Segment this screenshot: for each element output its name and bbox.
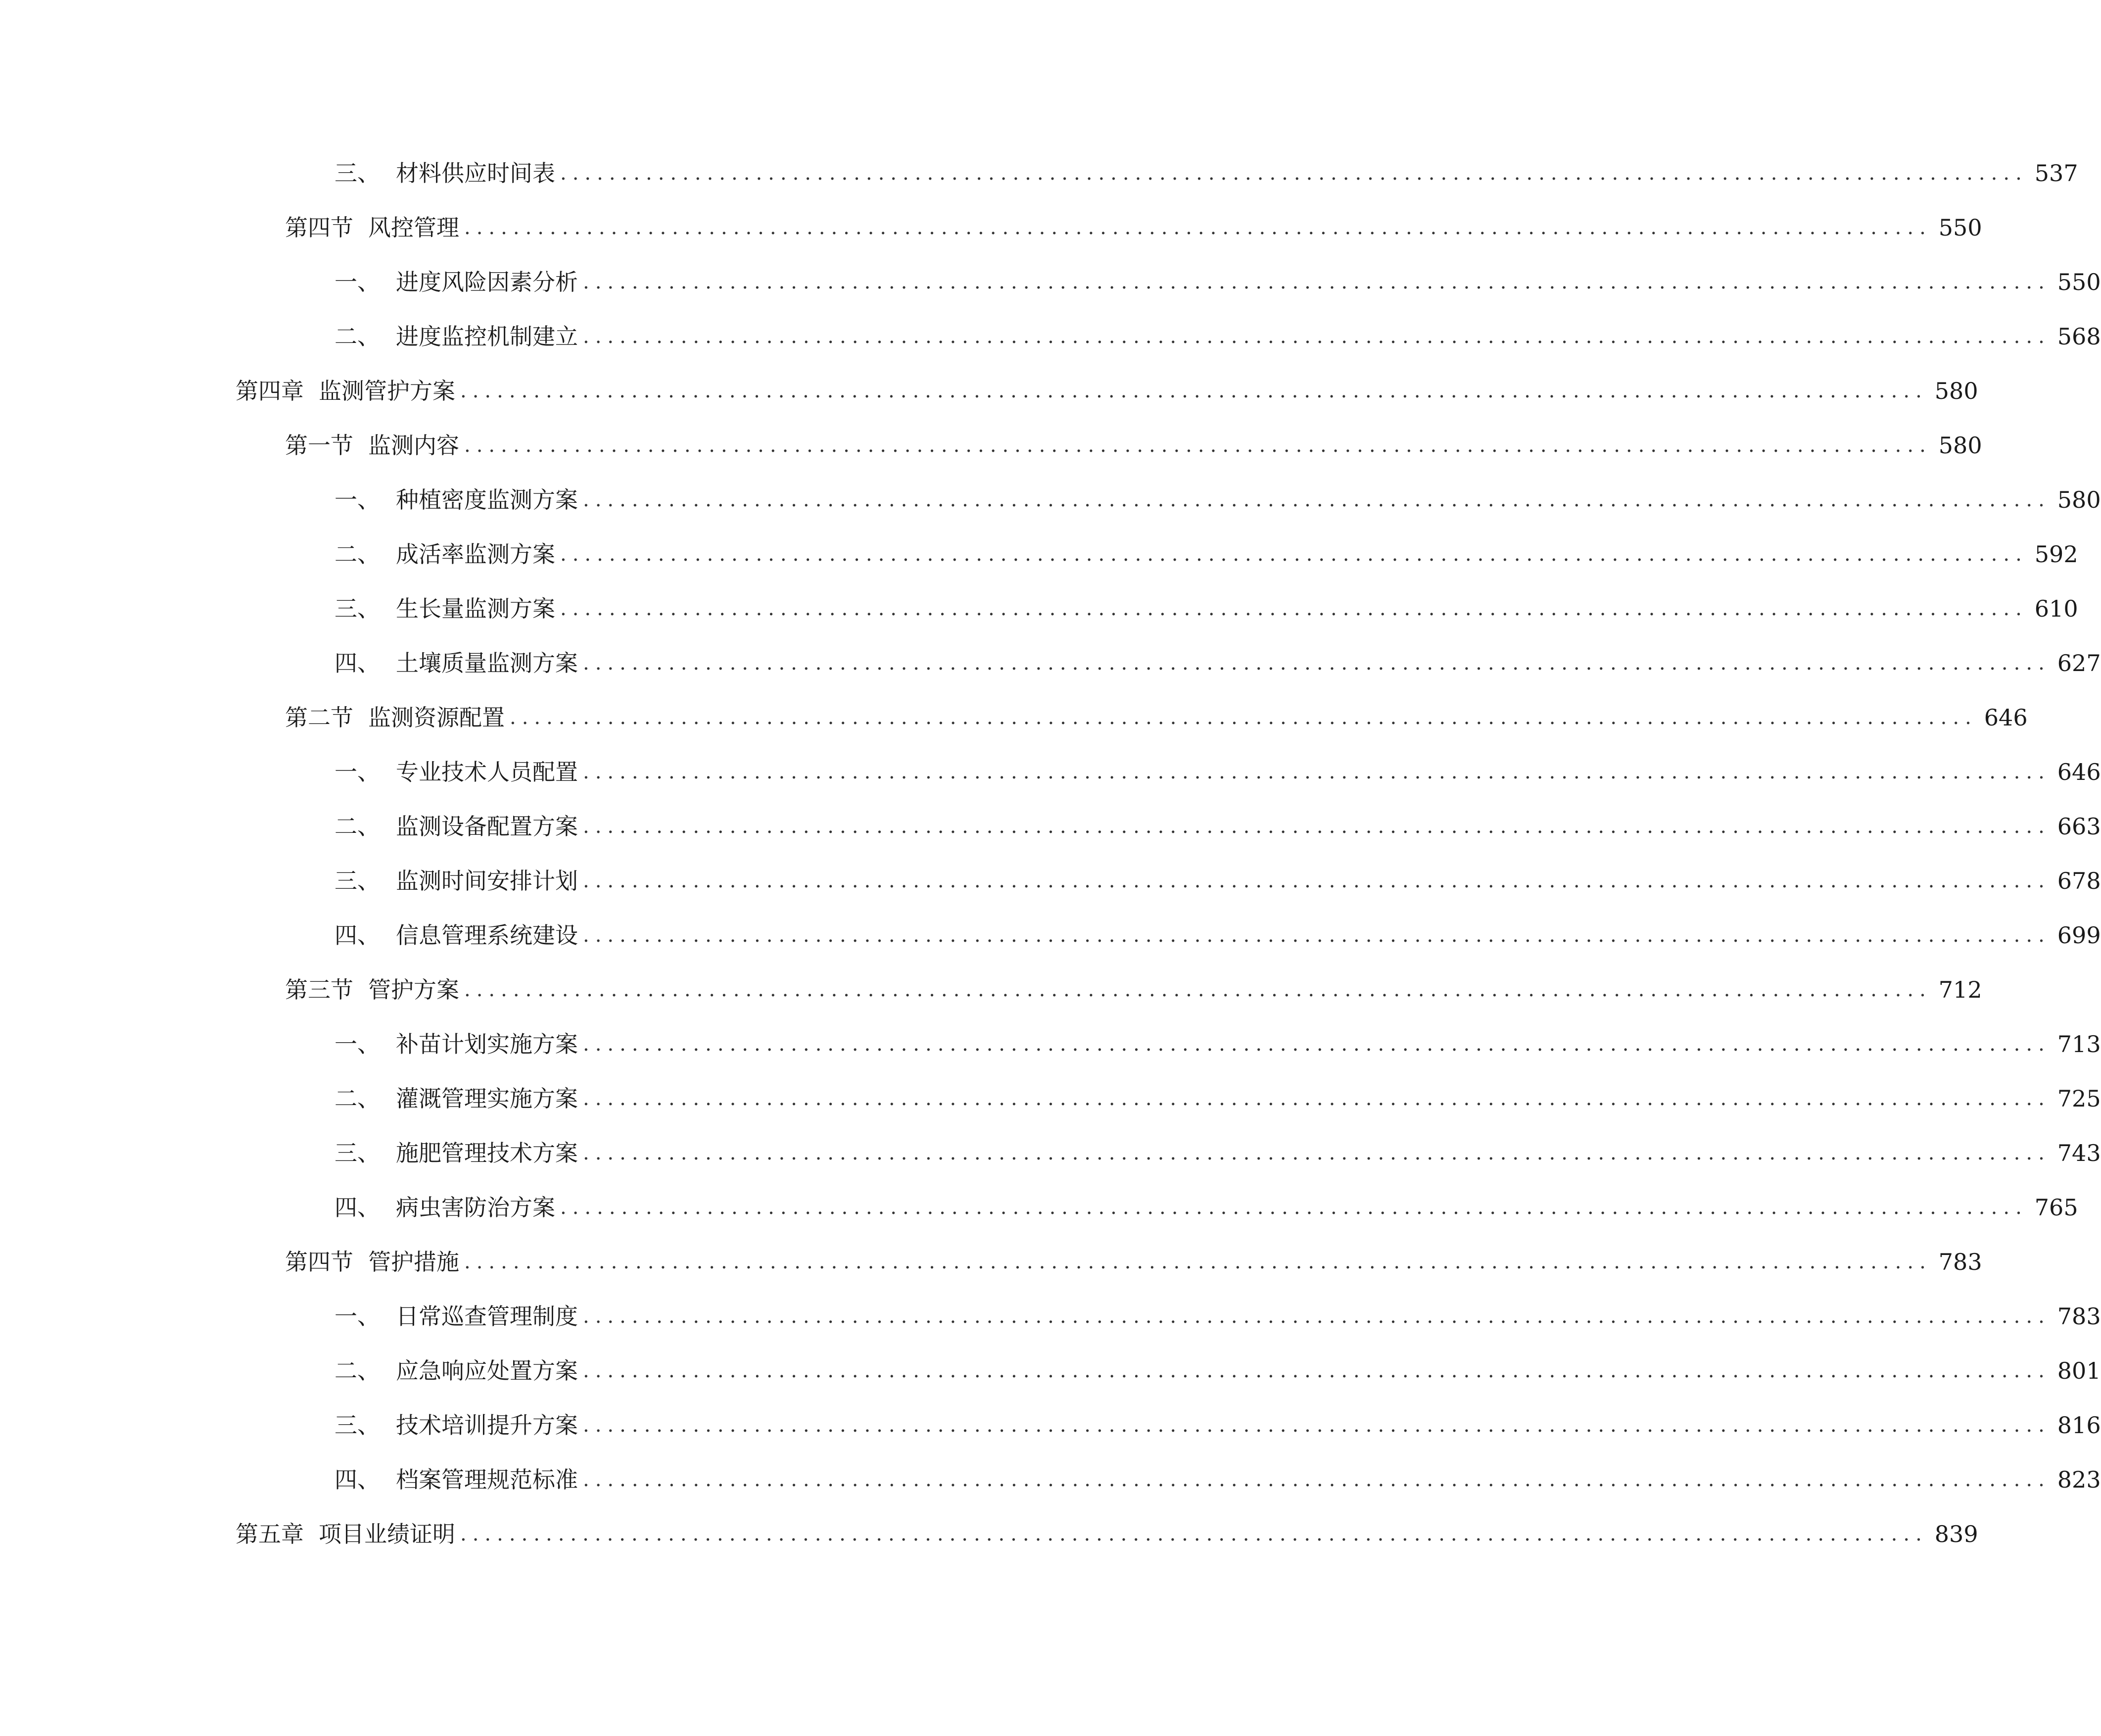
entry-number: 四、: [334, 922, 380, 949]
page-number: 568: [2057, 323, 2101, 350]
entry-chapter-prefix: 第五章: [236, 1521, 304, 1547]
entry-title: 土壤质量监测方案: [396, 650, 578, 676]
toc-entry[interactable]: [334, 1071, 2101, 1126]
page-number: 592: [2034, 541, 2078, 568]
dot-leader: ........................................................................................................................: [460, 380, 1928, 402]
toc-entry[interactable]: [334, 309, 2101, 364]
entry-title: 监测时间安排计划: [396, 868, 578, 894]
page-number: 783: [1938, 1249, 1982, 1275]
toc-entry[interactable]: [334, 745, 2101, 799]
toc-entry[interactable]: [334, 473, 2101, 527]
toc-entry[interactable]: [334, 1452, 2101, 1507]
dot-leader: ........................................................................................................................: [464, 216, 1932, 239]
dot-leader: ........................................................................................................................: [583, 488, 2051, 511]
page-number: 550: [1938, 214, 1982, 241]
entry-title: 材料供应时间表: [396, 160, 555, 187]
entry-number: 一、: [334, 1303, 380, 1330]
toc-entry[interactable]: [334, 527, 2078, 581]
dot-leader: ........................................................................................................................: [464, 978, 1932, 1001]
page-number: 725: [2057, 1085, 2101, 1112]
toc-entry[interactable]: [334, 1289, 2101, 1344]
page-number: 610: [2034, 595, 2078, 622]
toc-entry[interactable]: [334, 581, 2078, 636]
entry-number: 三、: [334, 1412, 380, 1439]
toc-entry[interactable]: [285, 200, 1982, 255]
page-number: 839: [1934, 1521, 1978, 1547]
toc-entry[interactable]: [334, 1180, 2078, 1235]
dot-leader: ........................................................................................................................: [464, 1251, 1932, 1273]
entry-number: 二、: [334, 813, 380, 840]
page-number: 663: [2057, 813, 2101, 840]
entry-title: 种植密度监测方案: [396, 486, 578, 513]
entry-title: 进度风险因素分析: [396, 269, 578, 295]
toc-entry[interactable]: [334, 799, 2101, 854]
dot-leader: ........................................................................................................................: [583, 1087, 2051, 1110]
dot-leader: ........................................................................................................................: [583, 1033, 2051, 1056]
toc-entry[interactable]: [334, 1017, 2101, 1071]
dot-leader: ........................................................................................................................: [460, 1523, 1928, 1545]
entry-section-prefix: 第三节: [285, 976, 353, 1003]
entry-title: 成活率监测方案: [396, 541, 555, 568]
toc-entry[interactable]: [334, 636, 2101, 690]
toc-entry[interactable]: [285, 418, 1982, 473]
entry-number: 四、: [334, 1466, 380, 1493]
page-number: 646: [1984, 704, 2028, 731]
page-number: 816: [2057, 1412, 2101, 1439]
dot-leader: ........................................................................................................................: [583, 1468, 2051, 1491]
toc-entry[interactable]: [285, 963, 1982, 1017]
entry-title: 监测资源配置: [368, 704, 505, 731]
entry-title: 补苗计划实施方案: [396, 1031, 578, 1058]
page-number: 580: [1938, 432, 1982, 459]
dot-leader: ........................................................................................................................: [583, 271, 2051, 293]
entry-number: 三、: [334, 160, 380, 187]
entry-number: 四、: [334, 650, 380, 676]
entry-title: 生长量监测方案: [396, 595, 555, 622]
entry-number: 三、: [334, 595, 380, 622]
dot-leader: ........................................................................................................................: [560, 1196, 2028, 1219]
dot-leader: ........................................................................................................................: [583, 325, 2051, 348]
page-number: 823: [2057, 1466, 2101, 1493]
toc-entry[interactable]: [236, 1507, 1978, 1561]
entry-title: 技术培训提升方案: [396, 1412, 578, 1439]
toc-entry[interactable]: [236, 364, 1978, 418]
page-number: 537: [2034, 160, 2078, 187]
toc-entry[interactable]: [334, 1398, 2101, 1452]
toc-entry[interactable]: [334, 255, 2101, 309]
entry-title: 应急响应处置方案: [396, 1357, 578, 1384]
toc-entry[interactable]: [334, 1126, 2101, 1180]
entry-title: 项目业绩证明: [319, 1521, 455, 1547]
page-number: 743: [2057, 1140, 2101, 1166]
dot-leader: ........................................................................................................................: [510, 706, 1977, 729]
entry-title: 信息管理系统建设: [396, 922, 578, 949]
entry-section-prefix: 第四节: [285, 214, 353, 241]
entry-section-prefix: 第四节: [285, 1249, 353, 1275]
entry-number: 二、: [334, 1085, 380, 1112]
page-number: 646: [2057, 759, 2101, 785]
dot-leader: ........................................................................................................................: [583, 1414, 2051, 1437]
page-number: 801: [2057, 1357, 2101, 1384]
dot-leader: ........................................................................................................................: [583, 1359, 2051, 1382]
entry-title: 管护方案: [368, 976, 459, 1003]
entry-number: 一、: [334, 486, 380, 513]
entry-title: 监测管护方案: [319, 378, 455, 404]
page-number: 699: [2057, 922, 2101, 949]
entry-number: 一、: [334, 269, 380, 295]
entry-number: 三、: [334, 1140, 380, 1166]
entry-title: 专业技术人员配置: [396, 759, 578, 785]
page-number: 765: [2034, 1194, 2078, 1221]
entry-number: 一、: [334, 1031, 380, 1058]
page-number: 627: [2057, 650, 2101, 676]
page-number: 712: [1938, 976, 1982, 1003]
entry-title: 监测内容: [368, 432, 459, 459]
entry-title: 灌溉管理实施方案: [396, 1085, 578, 1112]
page-number: 550: [2057, 269, 2101, 295]
entry-number: 四、: [334, 1194, 380, 1221]
page-number: 783: [2057, 1303, 2101, 1330]
page-number: 678: [2057, 868, 2101, 894]
entry-title: 风控管理: [368, 214, 459, 241]
entry-title: 管护措施: [368, 1249, 459, 1275]
page-number: 580: [2057, 486, 2101, 513]
dot-leader: ........................................................................................................................: [560, 543, 2028, 566]
entry-number: 二、: [334, 541, 380, 568]
entry-chapter-prefix: 第四章: [236, 378, 304, 404]
dot-leader: ........................................................................................................................: [583, 869, 2051, 892]
toc-entry[interactable]: [334, 908, 2101, 963]
entry-title: 进度监控机制建立: [396, 323, 578, 350]
entry-title: 监测设备配置方案: [396, 813, 578, 840]
entry-number: 二、: [334, 1357, 380, 1384]
entry-title: 病虫害防治方案: [396, 1194, 555, 1221]
entry-title: 档案管理规范标准: [396, 1466, 578, 1493]
dot-leader: ........................................................................................................................: [583, 1305, 2051, 1328]
dot-leader: ........................................................................................................................: [583, 924, 2051, 947]
entry-number: 三、: [334, 868, 380, 894]
entry-section-prefix: 第二节: [285, 704, 353, 731]
dot-leader: ........................................................................................................................: [560, 162, 2028, 185]
entry-title: 日常巡查管理制度: [396, 1303, 578, 1330]
toc-entry[interactable]: [334, 146, 2078, 200]
entry-section-prefix: 第一节: [285, 432, 353, 459]
dot-leader: ........................................................................................................................: [560, 597, 2028, 620]
toc-entry[interactable]: [334, 1344, 2101, 1398]
toc-entry[interactable]: [285, 690, 2028, 745]
dot-leader: ........................................................................................................................: [583, 815, 2051, 838]
dot-leader: ........................................................................................................................: [583, 652, 2051, 675]
toc-entry[interactable]: [334, 854, 2101, 908]
dot-leader: ........................................................................................................................: [464, 434, 1932, 457]
dot-leader: ........................................................................................................................: [583, 761, 2051, 783]
entry-number: 二、: [334, 323, 380, 350]
toc-entry[interactable]: [285, 1235, 1982, 1289]
page-number: 580: [1934, 378, 1978, 404]
dot-leader: ........................................................................................................................: [583, 1142, 2051, 1164]
entry-title: 施肥管理技术方案: [396, 1140, 578, 1166]
entry-number: 一、: [334, 759, 380, 785]
page-number: 713: [2057, 1031, 2101, 1058]
